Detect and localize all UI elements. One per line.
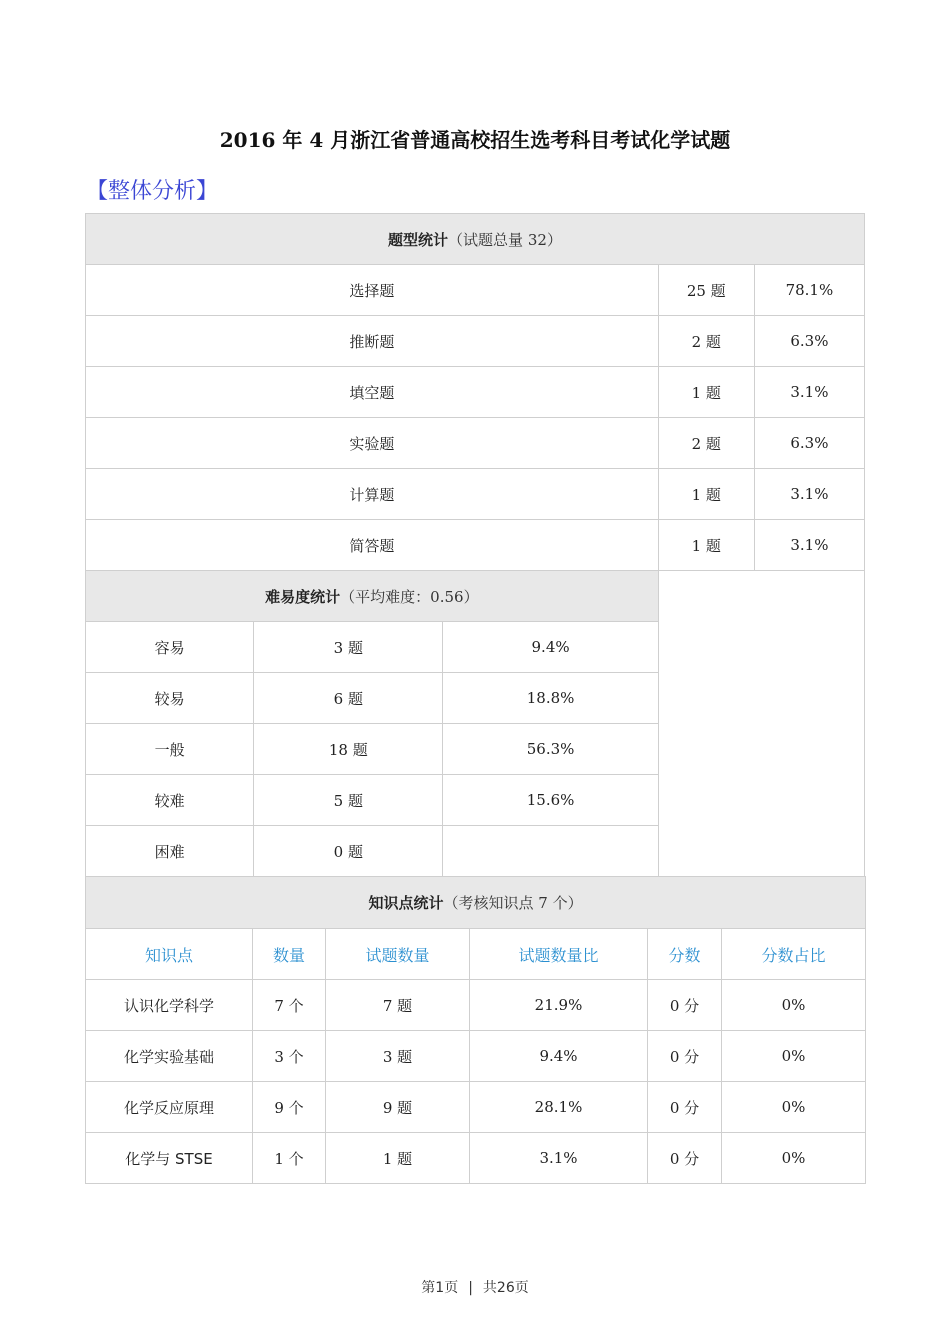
type-name: 填空题 — [86, 367, 659, 418]
total-pages: 26 — [496, 1280, 515, 1296]
knowledge-stats-label: 知识点统计 — [368, 894, 444, 912]
type-name: 选择题 — [86, 265, 659, 316]
type-stats-note — [448, 231, 562, 249]
column-header-row — [86, 929, 866, 980]
type-name: 推断题 — [86, 316, 659, 367]
knowledge-score-ratio: 0% — [722, 1133, 866, 1184]
type-name: 简答题 — [86, 520, 659, 571]
difficulty-pct — [443, 826, 658, 877]
blank-area — [658, 571, 864, 877]
difficulty-stats-header — [86, 571, 659, 622]
type-stats-header-row — [86, 214, 865, 265]
page-number: 1 — [435, 1280, 445, 1296]
difficulty-count: 6 题 — [254, 673, 443, 724]
difficulty-pct: 56.3% — [443, 724, 658, 775]
type-name: 计算题 — [86, 469, 659, 520]
table-row — [86, 367, 865, 418]
total-suffix: 页 — [514, 1280, 529, 1296]
difficulty-avg: 0.56 — [430, 587, 464, 606]
type-pct: 78.1% — [754, 265, 864, 316]
knowledge-question-ratio: 9.4% — [470, 1031, 648, 1082]
column-header: 分数占比 — [722, 929, 866, 980]
knowledge-question-count: 7 题 — [326, 980, 470, 1031]
table-row — [86, 1133, 866, 1184]
difficulty-header-row — [86, 571, 865, 622]
type-count: 2 题 — [658, 418, 754, 469]
type-difficulty-table — [85, 213, 865, 877]
column-header: 试题数量比 — [470, 929, 648, 980]
difficulty-stats-label: 难易度统计 — [265, 587, 341, 606]
knowledge-name: 化学反应原理 — [86, 1082, 253, 1133]
type-stats-header — [86, 214, 865, 265]
page-suffix: 页 — [444, 1280, 459, 1296]
knowledge-name: 化学与 STSE — [86, 1133, 253, 1184]
knowledge-question-ratio: 3.1% — [470, 1133, 648, 1184]
type-pct: 6.3% — [754, 418, 864, 469]
difficulty-stats-note — [340, 588, 478, 606]
difficulty-level: 容易 — [86, 622, 254, 673]
knowledge-score-ratio: 0% — [722, 1082, 866, 1133]
knowledge-stats-header — [86, 877, 866, 929]
table-row — [86, 520, 865, 571]
difficulty-pct: 9.4% — [443, 622, 658, 673]
difficulty-count: 0 题 — [254, 826, 443, 877]
type-count: 1 题 — [658, 520, 754, 571]
difficulty-count: 18 题 — [254, 724, 443, 775]
knowledge-score-ratio: 0% — [722, 1031, 866, 1082]
document-title: 2016 年 4 月浙江省普通高校招生选考科目考试化学试题 — [219, 128, 731, 152]
knowledge-question-ratio: 21.9% — [470, 980, 648, 1031]
difficulty-level: 困难 — [86, 826, 254, 877]
type-count: 25 题 — [658, 265, 754, 316]
difficulty-note-suffix: ） — [463, 587, 479, 606]
knowledge-name: 认识化学科学 — [86, 980, 253, 1031]
difficulty-pct: 18.8% — [443, 673, 658, 724]
table-row — [86, 1031, 866, 1082]
type-stats-note-suffix: ） — [546, 230, 562, 249]
difficulty-count: 3 题 — [254, 622, 443, 673]
knowledge-name: 化学实验基础 — [86, 1031, 253, 1082]
type-stats-label: 题型统计 — [388, 230, 449, 249]
table-row — [86, 1082, 866, 1133]
type-count: 2 题 — [658, 316, 754, 367]
knowledge-table — [85, 876, 866, 1184]
knowledge-question-ratio: 28.1% — [470, 1082, 648, 1133]
page-footer — [0, 1277, 950, 1297]
knowledge-question-count: 9 题 — [326, 1082, 470, 1133]
difficulty-level: 一般 — [86, 724, 254, 775]
difficulty-pct: 15.6% — [443, 775, 658, 826]
knowledge-note-prefix: （考核知识点 — [443, 894, 534, 912]
type-pct: 6.3% — [754, 316, 864, 367]
knowledge-qty: 3 个 — [253, 1031, 326, 1082]
type-pct: 3.1% — [754, 367, 864, 418]
difficulty-level: 较易 — [86, 673, 254, 724]
knowledge-question-count: 1 题 — [326, 1133, 470, 1184]
knowledge-score: 0 分 — [648, 1031, 722, 1082]
page-prefix: 第 — [421, 1280, 436, 1296]
type-stats-note-prefix: （试题总量 — [448, 230, 524, 249]
difficulty-level: 较难 — [86, 775, 254, 826]
table-row — [86, 469, 865, 520]
knowledge-header-row — [86, 877, 866, 929]
column-header: 数量 — [253, 929, 326, 980]
type-count: 1 题 — [658, 469, 754, 520]
type-stats-total: 32 — [527, 230, 547, 249]
knowledge-qty: 1 个 — [253, 1133, 326, 1184]
knowledge-score: 0 分 — [648, 1133, 722, 1184]
section-heading: 【整体分析】 — [86, 179, 219, 204]
difficulty-count: 5 题 — [254, 775, 443, 826]
knowledge-stats-note — [443, 894, 582, 912]
knowledge-score: 0 分 — [648, 980, 722, 1031]
footer-divider: | — [468, 1280, 473, 1296]
table-row — [86, 418, 865, 469]
table-row — [86, 265, 865, 316]
type-name: 实验题 — [86, 418, 659, 469]
type-pct: 3.1% — [754, 469, 864, 520]
type-count: 1 题 — [658, 367, 754, 418]
table-row — [86, 980, 866, 1031]
table-row — [86, 316, 865, 367]
knowledge-question-count: 3 题 — [326, 1031, 470, 1082]
knowledge-qty: 9 个 — [253, 1082, 326, 1133]
type-pct: 3.1% — [754, 520, 864, 571]
knowledge-qty: 7 个 — [253, 980, 326, 1031]
total-prefix: 共 — [482, 1280, 497, 1296]
knowledge-note-suffix: ） — [567, 894, 583, 912]
column-header: 分数 — [648, 929, 722, 980]
difficulty-note-prefix: （平均难度： — [340, 587, 431, 606]
column-header: 试题数量 — [326, 929, 470, 980]
column-header: 知识点 — [86, 929, 253, 980]
knowledge-score-ratio: 0% — [722, 980, 866, 1031]
knowledge-score: 0 分 — [648, 1082, 722, 1133]
knowledge-total: 7 个 — [538, 894, 568, 912]
